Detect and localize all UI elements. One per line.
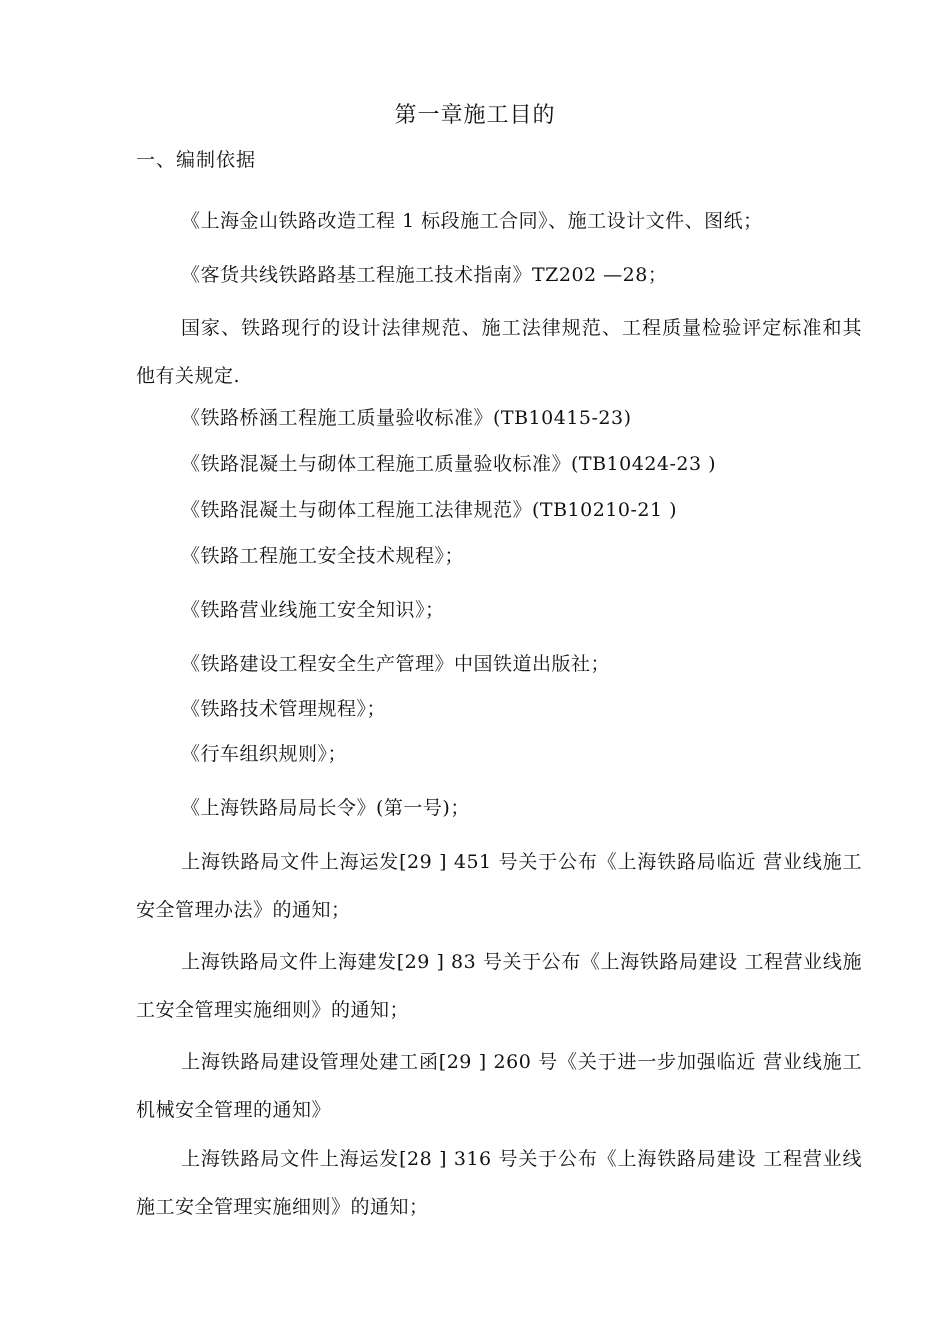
basis-paragraph: 上海铁路局文件上海运发[28 ] 316 号关于公布《上海铁路局建设 工程营业线施工安全管理实施细则》的通知； (136, 1148, 862, 1218)
basis-item: 《铁路工程施工安全技术规程》； (181, 545, 465, 567)
basis-item: 《客货共线铁路路基工程施工技术指南》TZ202 —28； (181, 264, 668, 286)
basis-item: 《上海金山铁路改造工程 1 标段施工合同》、施工设计文件、图纸； (181, 210, 763, 232)
basis-item: 《行车组织规则》； (181, 743, 348, 765)
basis-paragraph: 国家、铁路现行的设计法律规范、施工法律规范、工程质量检验评定标准和其 他有关规定. (136, 317, 862, 387)
basis-paragraph: 上海铁路局文件上海建发[29 ] 83 号关于公布《上海铁路局建设 工程营业线施工安全管理实施细则》的通知； (136, 951, 862, 1021)
basis-item: 《上海铁路局局长令》(第一号)； (181, 797, 470, 819)
basis-paragraph: 上海铁路局文件上海运发[29 ] 451 号关于公布《上海铁路局临近 营业线施工安全管理办法》的通知； (136, 851, 862, 921)
basis-item: 《铁路营业线施工安全知识》； (181, 599, 445, 621)
basis-paragraph: 上海铁路局建设管理处建工函[29 ] 260 号《关于进一步加强临近 营业线施工机械安全管理的通知》 (136, 1051, 862, 1121)
basis-item: 《铁路技术管理规程》； (181, 698, 387, 720)
basis-item: 《铁路混凝土与砌体工程施工质量验收标准》(TB10424-23 ) (181, 453, 717, 475)
basis-item: 《铁路建设工程安全生产管理》中国铁道出版社； (181, 653, 611, 675)
basis-item: 《铁路混凝土与砌体工程施工法律规范》(TB10210-21 ) (181, 499, 678, 521)
section-heading: 一、编制依据 (136, 149, 257, 171)
basis-item: 《铁路桥涵工程施工质量验收标准》(TB10415-23) (181, 407, 632, 429)
chapter-title: 第一章施工目的 (394, 103, 556, 128)
